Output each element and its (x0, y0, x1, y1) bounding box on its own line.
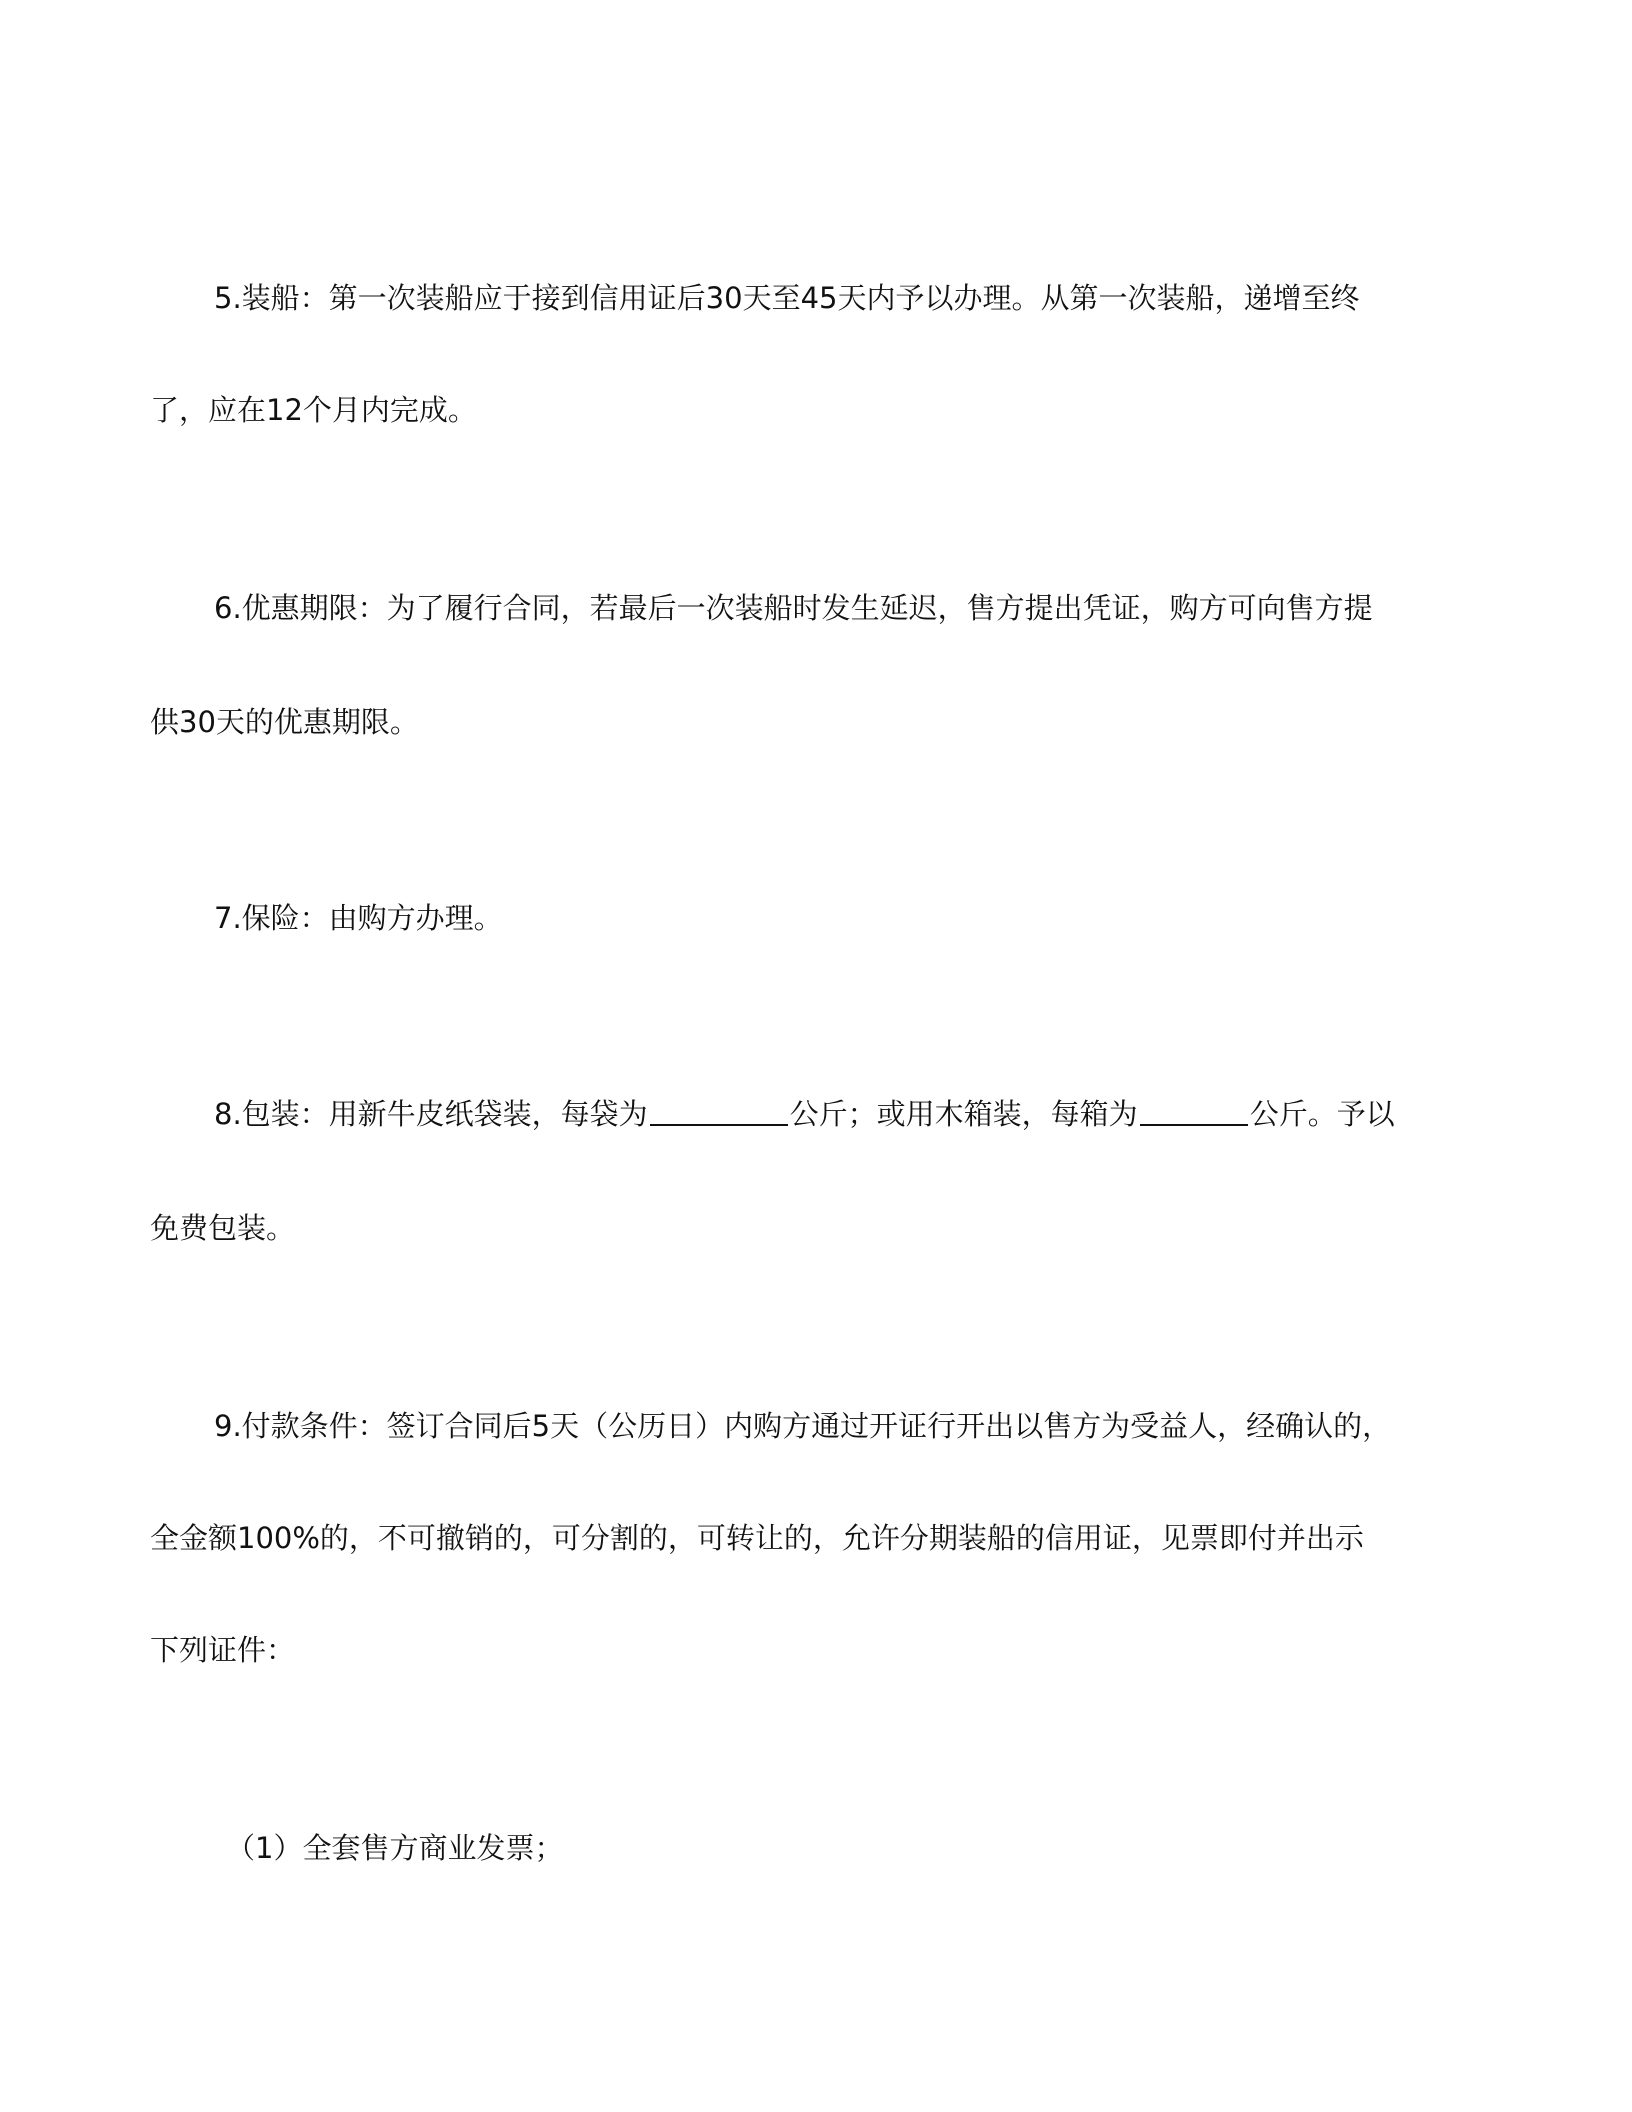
clause-8-text-part-1: 8.包装：用新牛皮纸袋装，每袋为 (214, 1097, 648, 1131)
clause-9-line-3: 下列证件： (150, 1633, 296, 1667)
bag-weight-blank[interactable] (650, 1094, 788, 1126)
clause-9-line-1: 9.付款条件：签订合同后5天（公历日）内购方通过开证行开出以售方为受益人，经确认的， (214, 1409, 1392, 1443)
clause-6-line-2: 供30天的优惠期限。 (150, 705, 419, 739)
clause-8-text-part-2: 公斤；或用木箱装，每箱为 (789, 1097, 1138, 1131)
clause-8-line-1 (214, 1094, 1554, 1134)
clause-8-text-part-3: 公斤。予以 (1249, 1097, 1395, 1131)
clause-5-line-1: 5.装船：第一次装船应于接到信用证后30天至45天内予以办理。从第一次装船，递增至终 (214, 281, 1360, 315)
clause-9-item-1: （1）全套售方商业发票； (226, 1831, 564, 1865)
clause-7-line-1: 7.保险：由购方办理。 (214, 901, 503, 935)
clause-6-line-1: 6.优惠期限：为了履行合同，若最后一次装船时发生延迟，售方提出凭证，购方可向售方提 (214, 591, 1373, 625)
clause-8-line-2: 免费包装。 (150, 1211, 296, 1245)
clause-9-line-2: 全金额100%的，不可撤销的，可分割的，可转让的，允许分期装船的信用证，见票即付并出示 (150, 1521, 1364, 1555)
clause-5-line-2: 了，应在12个月内完成。 (150, 393, 477, 427)
box-weight-blank[interactable] (1140, 1094, 1248, 1126)
